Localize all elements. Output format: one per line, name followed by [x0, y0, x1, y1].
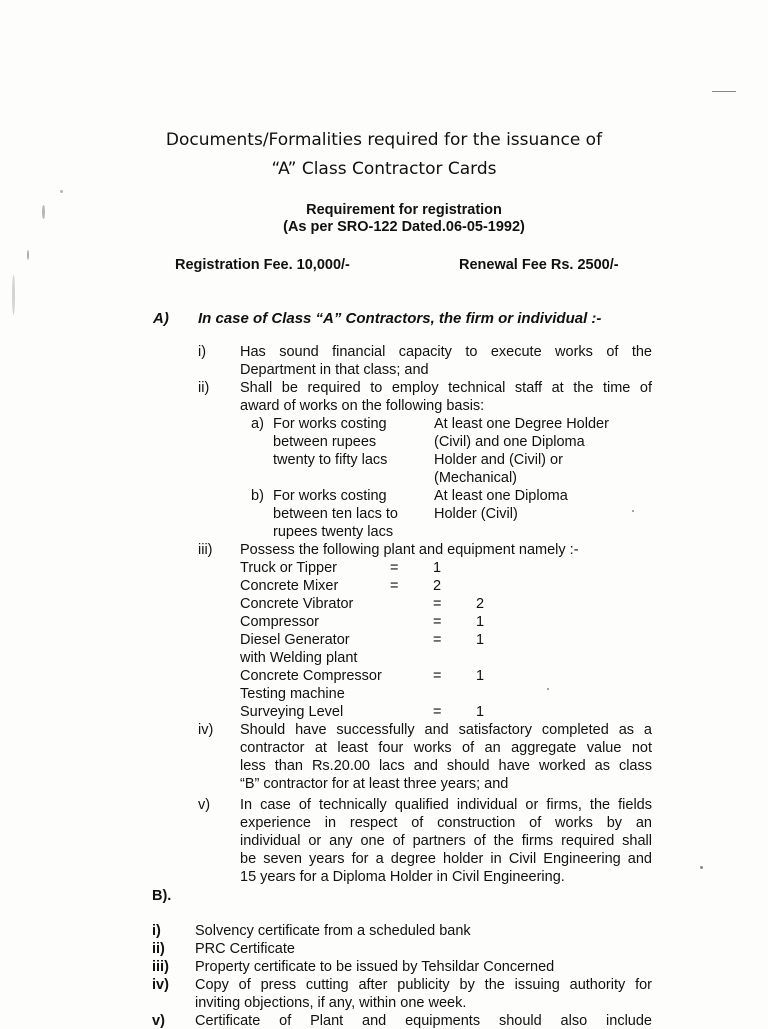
subtitle-line2: (As per SRO-122 Dated.06-05-1992) — [283, 219, 525, 235]
sub-item-marker: b) — [251, 488, 264, 504]
equipment-qty: 1 — [476, 668, 485, 684]
item-text: Possess the following plant and equipment namely :- — [240, 542, 579, 558]
item-text: “B” contractor for at least three years; and — [240, 776, 509, 792]
sub-item-text: For works costing — [273, 416, 387, 432]
equipment-equals: = — [390, 578, 399, 594]
renewal-fee: Renewal Fee Rs. 2500/- — [459, 257, 619, 273]
equipment-qty: 1 — [476, 632, 485, 648]
item-text: Shall be required to employ technical staff at the time of — [240, 380, 652, 396]
sub-item-text: For works costing — [273, 488, 387, 504]
item-number: iii) — [152, 959, 169, 975]
equipment-equals: = — [433, 614, 442, 630]
item-number: v) — [152, 1013, 165, 1029]
item-text: be seven years for a degree holder in Civil Engineering and — [240, 851, 652, 867]
registration-fee: Registration Fee. 10,000/- — [175, 257, 350, 273]
scan-mark — [12, 275, 15, 315]
section-b-marker: B). — [152, 888, 172, 904]
item-text: 15 years for a Diploma Holder in Civil Engineering. — [240, 869, 565, 885]
equipment-name: Surveying Level — [240, 704, 344, 720]
item-text: Solvency certificate from a scheduled bank — [195, 923, 471, 939]
equipment-equals: = — [433, 668, 442, 684]
equipment-equals: = — [390, 560, 399, 576]
item-text: Property certificate to be issued by Tehsildar Concerned — [195, 959, 555, 975]
equipment-qty: 1 — [476, 704, 485, 720]
equipment-equals: = — [433, 632, 442, 648]
equipment-qty: 1 — [433, 560, 442, 576]
item-text: Has sound financial capacity to execute works of the — [240, 344, 652, 360]
item-text: award of works on the following basis: — [240, 398, 485, 414]
sub-item-marker: a) — [251, 416, 264, 432]
section-a-marker: A) — [153, 310, 169, 327]
scan-mark — [712, 91, 736, 92]
equipment-name: Truck or Tipper — [240, 560, 337, 576]
sub-item-text: twenty to fifty lacs — [273, 452, 388, 468]
item-number: ii) — [198, 380, 210, 396]
item-number: v) — [198, 797, 211, 813]
item-text: Certificate of Plant and equipments should also include — [195, 1013, 652, 1029]
item-number: ii) — [152, 941, 165, 957]
scan-mark — [60, 190, 63, 193]
sub-item-requirement: At least one Diploma — [434, 488, 568, 504]
document-title-line1: Documents/Formalities required for the issuance of — [165, 130, 603, 150]
scan-mark — [42, 205, 45, 219]
sub-item-requirement: (Civil) and one Diploma — [434, 434, 585, 450]
equipment-qty: 1 — [476, 614, 485, 630]
equipment-name: Concrete Mixer — [240, 578, 339, 594]
scan-mark — [700, 866, 703, 869]
equipment-equals: = — [433, 704, 442, 720]
item-number: i) — [198, 344, 207, 360]
scan-mark — [632, 510, 634, 512]
equipment-name: Diesel Generator — [240, 632, 350, 648]
sub-item-requirement: Holder (Civil) — [434, 506, 518, 522]
equipment-name: with Welding plant — [240, 650, 358, 666]
equipment-qty: 2 — [433, 578, 442, 594]
sub-item-requirement: Holder and (Civil) or — [434, 452, 563, 468]
scan-mark — [27, 250, 29, 260]
item-text: less than Rs.20.00 lacs and should have worked as class — [240, 758, 652, 774]
sub-item-text: between ten lacs to — [273, 506, 398, 522]
item-number: iii) — [198, 542, 213, 558]
item-text: Should have successfully and satisfactory completed as a — [240, 722, 652, 738]
item-text: inviting objections, if any, within one week. — [195, 995, 467, 1011]
equipment-qty: 2 — [476, 596, 485, 612]
item-text: PRC Certificate — [195, 941, 295, 957]
item-text: Copy of press cutting after publicity by the issuing authority for — [195, 977, 652, 993]
item-text: contractor at least four works of an aggregate value not — [240, 740, 652, 756]
item-number: iv) — [152, 977, 169, 993]
subtitle-line1: Requirement for registration — [306, 202, 502, 218]
item-number: iv) — [198, 722, 214, 738]
equipment-equals: = — [433, 596, 442, 612]
sub-item-requirement: (Mechanical) — [434, 470, 517, 486]
sub-item-text: between rupees — [273, 434, 377, 450]
equipment-name: Concrete Vibrator — [240, 596, 354, 612]
document-title-line2: “A” Class Contractor Cards — [271, 159, 497, 179]
equipment-name: Testing machine — [240, 686, 345, 702]
scan-mark — [547, 688, 549, 690]
section-a-heading: In case of Class “A” Contractors, the firm or individual :- — [198, 310, 602, 327]
equipment-name: Concrete Compressor — [240, 668, 382, 684]
item-text: In case of technically qualified individual or firms, the fields — [240, 797, 652, 813]
sub-item-text: rupees twenty lacs — [273, 524, 394, 540]
equipment-name: Compressor — [240, 614, 319, 630]
item-text: Department in that class; and — [240, 362, 429, 378]
item-text: individual or any one of partners of the firms required shall — [240, 833, 652, 849]
item-number: i) — [152, 923, 161, 939]
sub-item-requirement: At least one Degree Holder — [434, 416, 609, 432]
item-text: experience in respect of construction of works by an — [240, 815, 652, 831]
